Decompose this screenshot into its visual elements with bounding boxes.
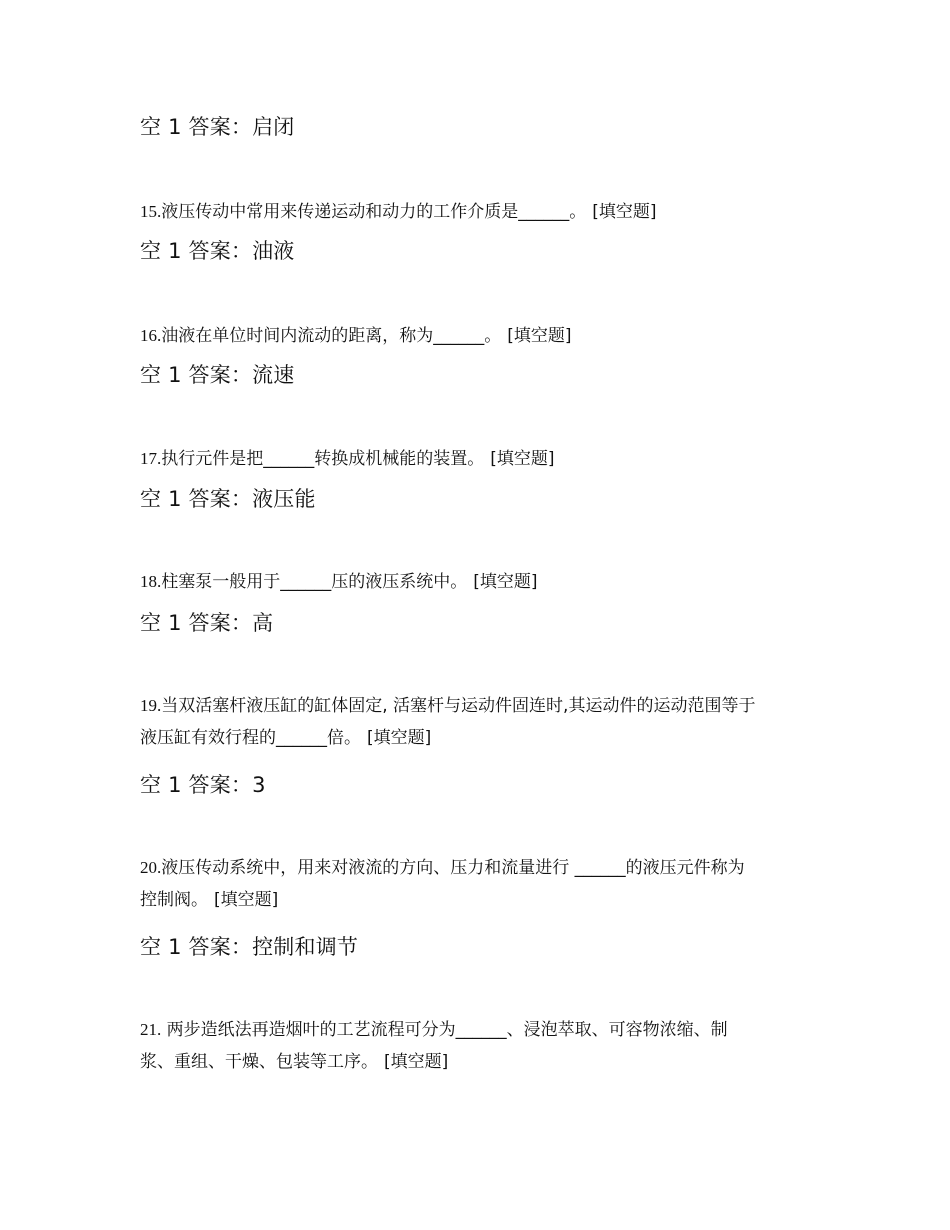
question-line [140,852,820,884]
question-text: 浆、重组、干燥、包装等工序。 [140,1052,378,1072]
question-type-tag: [填空题] [384,1052,449,1072]
question-type-tag: [填空题] [214,890,279,910]
question-number: 18. [140,572,162,591]
question-line [140,884,820,916]
answer-text: 空 1 答案：3 [140,773,266,797]
question-text: 液压传动中常用来传递运动和动力的工作介质是______。 [161,202,587,222]
question-text: 当双活塞杆液压缸的缸体固定, 活塞杆与运动件固连时,其运动件的运动范围等于 [161,696,756,716]
question-text: 控制阀。 [140,890,208,910]
question-15 [140,196,820,228]
question-number: 21. [140,1020,162,1039]
question-type-tag: [填空题] [367,728,432,748]
question-text: 柱塞泵一般用于______压的液压系统中。 [161,572,468,592]
question-number: 16. [140,326,162,345]
question-line [140,443,820,475]
question-number: 19. [140,696,162,715]
question-number: 17. [140,449,162,468]
question-line [140,320,820,352]
question-text: 油液在单位时间内流动的距离，称为______。 [161,326,502,346]
question-line [140,1046,820,1078]
question-text: 液压传动系统中，用来对液流的方向、压力和流量进行 ______的液压元件称为 [161,858,745,878]
question-text: 两步造纸法再造烟叶的工艺流程可分为______、浸泡萃取、可容物浓缩、制 [161,1020,728,1040]
answer-text: 空 1 答案：高 [140,611,274,635]
question-line [140,566,820,598]
question-18 [140,566,820,598]
answer-text: 空 1 答案：控制和调节 [140,935,359,959]
question-type-tag: [填空题] [490,449,555,469]
question-21 [140,1014,820,1078]
question-line [140,1014,820,1046]
answer-text: 空 1 答案：油液 [140,239,295,263]
question-line [140,196,820,228]
question-line [140,722,820,754]
question-number: 20. [140,858,162,877]
answer-text: 空 1 答案：启闭 [140,115,295,139]
question-text: 执行元件是把______转换成机械能的装置。 [161,449,485,469]
answer-text: 空 1 答案：液压能 [140,487,316,511]
question-type-tag: [填空题] [507,326,572,346]
question-19 [140,690,820,754]
question-17 [140,443,820,475]
question-16 [140,320,820,352]
answer-text: 空 1 答案：流速 [140,363,295,387]
question-line [140,690,820,722]
question-type-tag: [填空题] [473,572,538,592]
question-text: 液压缸有效行程的______倍。 [140,728,361,748]
question-number: 15. [140,202,162,221]
question-type-tag: [填空题] [592,202,657,222]
question-20 [140,852,820,916]
